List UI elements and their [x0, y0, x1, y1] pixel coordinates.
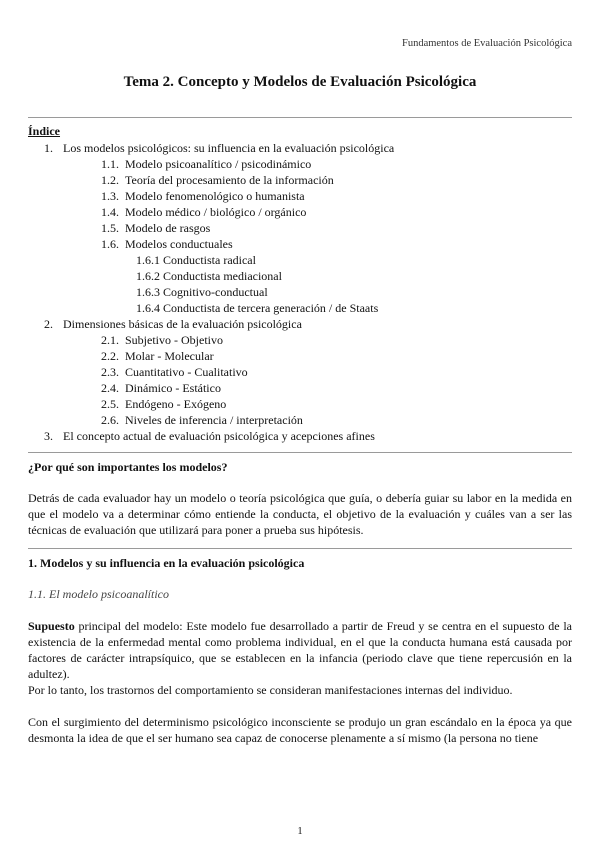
- document-title: Tema 2. Concepto y Modelos de Evaluación Psicológica: [123, 74, 477, 90]
- divider: [28, 452, 572, 453]
- toc-item-number: 1.6.2: [136, 269, 160, 283]
- assumption-text: principal del modelo: Este modelo fue desarrollado a partir de Freud y se centra en el supuesto de la existencia de la enfermedad mental como problema individual, en el que la conducta humana está causada por factores de carácter intrapsíquico, que se establecen en la infancia (periodo clave que tiene repercusión en la adultez).: [28, 619, 572, 681]
- toc-item: [0, 252, 600, 268]
- toc-item-label: Conductista de tercera generación / de Staats: [163, 301, 379, 315]
- assumption-paragraph: [28, 618, 572, 682]
- lead-term: Supuesto: [28, 619, 75, 633]
- toc-item-label: El concepto actual de evaluación psicológica y acepciones afines: [63, 429, 375, 443]
- toc-item-label: Cuantitativo - Cualitativo: [125, 365, 248, 379]
- disorders-paragraph: Por lo tanto, los trastornos del comportamiento se consideran manifestaciones internas del individuo.: [28, 683, 513, 697]
- toc-item-label: Modelo fenomenológico o humanista: [125, 189, 305, 203]
- toc-item-number: 1.6.: [101, 237, 119, 251]
- toc-item-number: 2.1.: [101, 333, 119, 347]
- toc-item-number: 1.3.: [101, 189, 119, 203]
- toc-item: [0, 332, 600, 348]
- page-number: 1: [297, 826, 303, 837]
- toc-item-number: 2.: [44, 317, 53, 331]
- toc-item-number: 2.5.: [101, 397, 119, 411]
- toc-item: [0, 188, 600, 204]
- toc-item: [0, 316, 600, 332]
- toc-item-number: 2.4.: [101, 381, 119, 395]
- toc-item-number: 1.5.: [101, 221, 119, 235]
- toc-item-label: Endógeno - Exógeno: [125, 397, 227, 411]
- toc-item-label: Molar - Molecular: [125, 349, 214, 363]
- toc-item: [0, 236, 600, 252]
- toc-item-number: 2.6.: [101, 413, 119, 427]
- determinism-paragraph: Con el surgimiento del determinismo psicológico inconsciente se produjo un gran escándalo en la época ya que desmonta la idea de que el ser humano sea capaz de conocerse plenamente a sí mismo (la persona no tiene: [28, 715, 572, 745]
- toc-item-number: 1.2.: [101, 173, 119, 187]
- toc-item: [0, 412, 600, 428]
- toc-item-label: Modelo de rasgos: [125, 221, 211, 235]
- table-of-contents: [0, 140, 600, 444]
- toc-item-label: Dimensiones básicas de la evaluación psicológica: [63, 317, 302, 331]
- toc-item: [0, 156, 600, 172]
- toc-item: [0, 220, 600, 236]
- toc-item-label: Niveles de inferencia / interpretación: [125, 413, 303, 427]
- toc-item-label: Subjetivo - Objetivo: [125, 333, 223, 347]
- toc-item-label: Modelos conductuales: [125, 237, 233, 251]
- toc-item-label: Conductista radical: [163, 253, 256, 267]
- why-paragraph: Detrás de cada evaluador hay un modelo o teoría psicológica que guía, o debería guiar su labor en la medida en que el modelo va a determinar cómo entiende la conducta, el objetivo de la evaluación y cuáles van a ser las técnicas de evaluación que utilizará para poner a prueba sus hipótesis.: [28, 491, 572, 537]
- divider: [28, 548, 572, 549]
- divider: [28, 117, 572, 118]
- toc-item-number: 1.4.: [101, 205, 119, 219]
- toc-item-number: 2.3.: [101, 365, 119, 379]
- subsection-heading: 1.1. El modelo psicoanalítico: [28, 587, 169, 601]
- toc-item-label: Cognitivo-conductual: [163, 285, 268, 299]
- toc-item: [0, 300, 600, 316]
- toc-item-number: 1.1.: [101, 157, 119, 171]
- toc-item: [0, 204, 600, 220]
- toc-item: [0, 348, 600, 364]
- toc-item: [0, 268, 600, 284]
- toc-item-label: Conductista mediacional: [163, 269, 282, 283]
- toc-item-number: 1.6.1: [136, 253, 160, 267]
- section-heading: 1. Modelos y su influencia en la evaluación psicológica: [28, 556, 305, 570]
- toc-item-label: Teoría del procesamiento de la información: [125, 173, 334, 187]
- toc-item-number: 2.2.: [101, 349, 119, 363]
- toc-item-label: Los modelos psicológicos: su influencia en la evaluación psicológica: [63, 141, 395, 155]
- toc-item: [0, 172, 600, 188]
- toc-item: [0, 396, 600, 412]
- toc-item-number: 1.6.4: [136, 301, 160, 315]
- toc-item-label: Modelo médico / biológico / orgánico: [125, 205, 307, 219]
- toc-item-number: 1.6.3: [136, 285, 160, 299]
- toc-item-label: Modelo psicoanalítico / psicodinámico: [125, 157, 312, 171]
- toc-item-label: Dinámico - Estático: [125, 381, 221, 395]
- why-heading: ¿Por qué son importantes los modelos?: [28, 460, 228, 474]
- toc-item: [0, 380, 600, 396]
- toc-item-number: 1.: [44, 141, 53, 155]
- toc-item: [0, 140, 600, 156]
- toc-item-number: 3.: [44, 429, 53, 443]
- running-header: Fundamentos de Evaluación Psicológica: [401, 38, 572, 49]
- toc-item: [0, 428, 600, 444]
- toc-item: [0, 364, 600, 380]
- index-heading: Índice: [28, 124, 61, 138]
- toc-item: [0, 284, 600, 300]
